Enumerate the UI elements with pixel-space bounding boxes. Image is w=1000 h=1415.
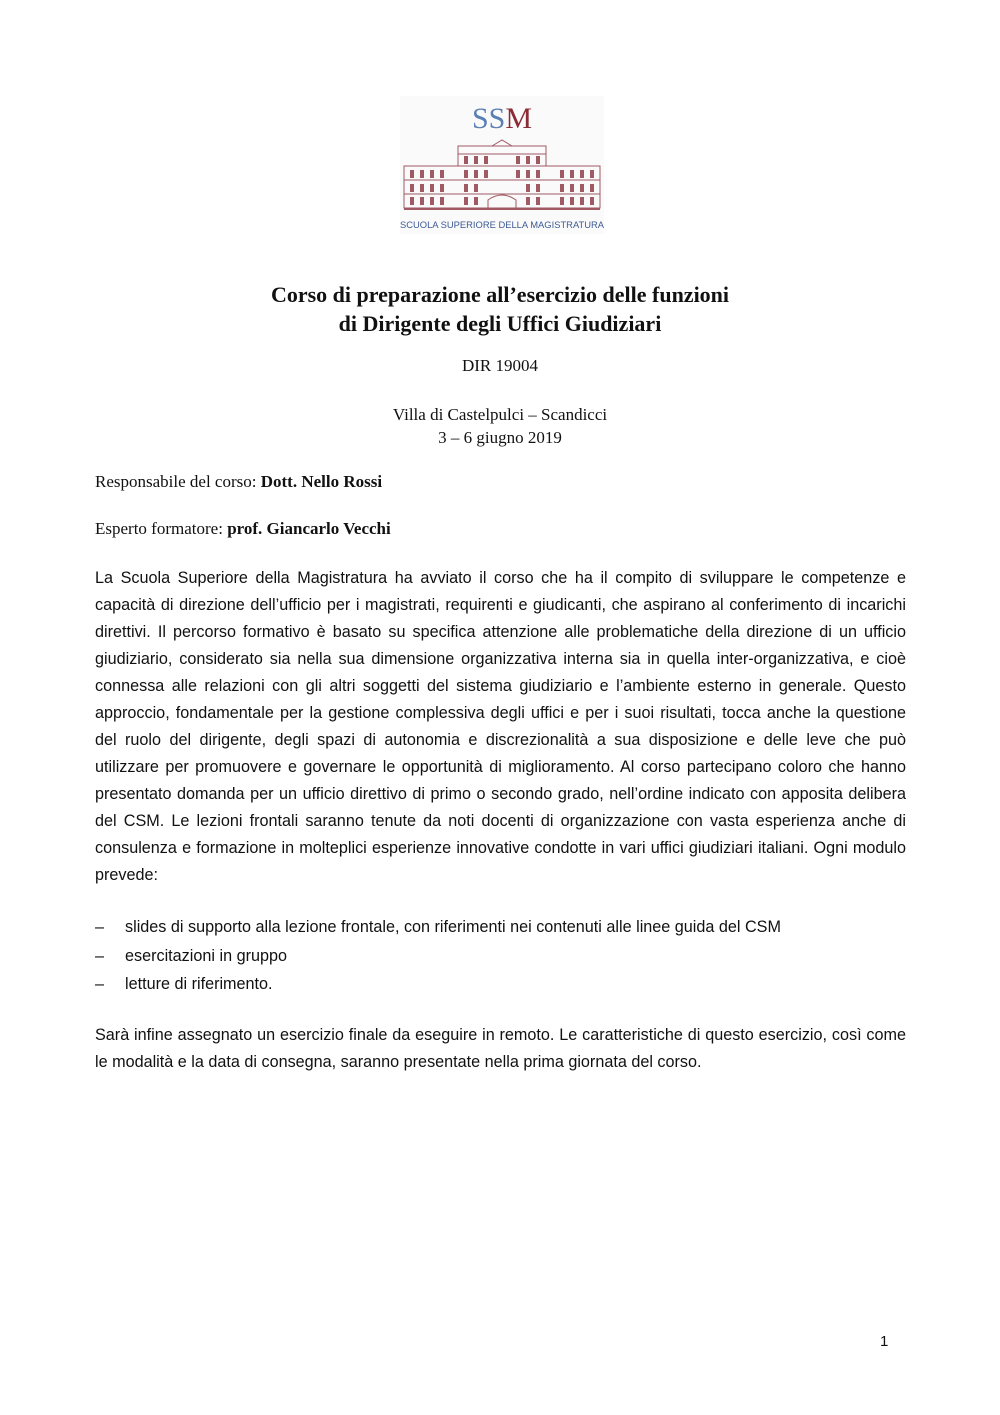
list-item: – esercitazioni in gruppo [95,942,781,971]
responsible-name: Dott. Nello Rossi [260,472,383,491]
course-expert [95,519,391,539]
course-responsible [95,472,382,492]
ssm-logo [400,96,604,234]
list-item: – letture di riferimento. [95,970,781,999]
course-title-line-1: Corso di preparazione all’esercizio delle funzioni [270,282,730,307]
expert-label: Esperto formatore: [95,519,228,538]
course-title-line-2: di Dirigente degli Uffici Giudiziari [338,311,662,336]
expert-name: prof. Giancarlo Vecchi [227,519,391,538]
course-title [100,280,900,338]
course-description: La Scuola Superiore della Magistratura ha avviato il corso che ha il compito di sviluppare le competenze e capacità di direzione dell’ufficio per i magistrati, requirenti e giudicanti, che aspirano al conferimento di incarichi direttivi. Il percorso formativo è basato su specifica attenzione alle problematiche della direzione di un ufficio giudiziario, considerato sia nella sua dimensione organizzativa interna sia in quella inter-organizzativa, e cioè connessa alle relazioni con gli altri soggetti del sistema giudiziario e l’ambiente esterno in generale. Questo approccio, fondamentale per la gestione complessiva degli uffici e per i suoi risultati, tocca anche la questione del ruolo del dirigente, degli spazi di autonomia e discrezionalità a sua disposizione e delle leve che può utilizzare per promuovere e governare le opportunità di miglioramento. Al corso partecipano coloro che hanno presentato domanda per un ufficio direttivo di primo o secondo grado, nell’ordine indicato con apposita delibera del CSM. Le lezioni frontali saranno tenute da noti docenti di organizzazione con vasta esperienza anche di consulenza e formazione in molteplici esperienze innovative condotte in vari uffici giudiziari italiani. Ogni modulo prevede: [95,569,906,884]
logo-subtitle: SCUOLA SUPERIORE DELLA MAGISTRATURA [400,219,604,230]
list-item: – slides di supporto alla lezione frontale, con riferimenti nei contenuti alle linee guida del CSM [95,913,781,942]
responsible-label: Responsabile del corso: [95,472,261,491]
module-contents-list [95,913,781,999]
course-code: DIR 19004 [461,356,539,375]
dash-bullet-icon: – [95,946,105,965]
dash-bullet-icon: – [95,975,105,993]
logo-acronym: SSM [471,102,533,135]
course-venue [100,403,900,449]
final-exercise-note: Sarà infine assegnato un esercizio finale da eseguire in remoto. Le caratteristiche di questo esercizio, così come le modalità e la data di consegna, saranno presentate nella prima giornata del corso. [95,1026,906,1071]
venue-place: Villa di Castelpulci – Scandicci [392,405,608,424]
venue-dates: 3 – 6 giugno 2019 [438,428,562,447]
page-number: 1 [880,1333,889,1350]
dash-bullet-icon: – [95,918,105,936]
